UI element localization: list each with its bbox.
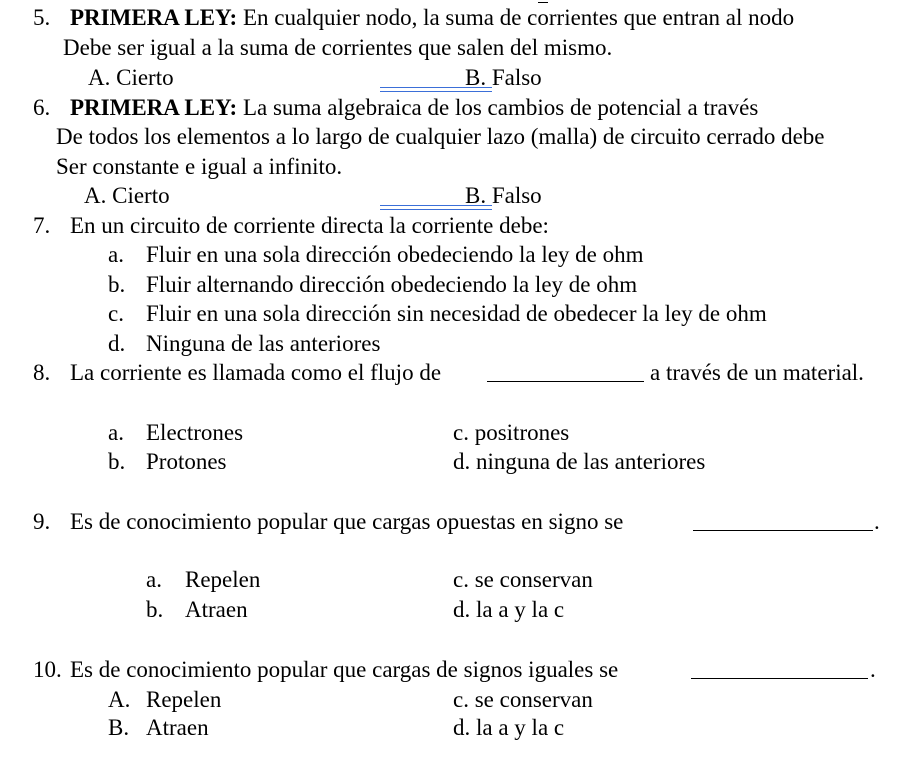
option-a[interactable]: Repelen: [146, 687, 222, 712]
question-number: 10.: [33, 657, 62, 682]
option-c[interactable]: Fluir en una sola dirección sin necesidad de obedecer la ley de ohm: [146, 301, 767, 326]
option-letter: a.: [108, 420, 124, 445]
option-b[interactable]: Atraen: [185, 597, 248, 622]
question-line: En cualquier nodo, la suma de corrientes que entran al nodo: [242, 5, 795, 30]
option-c[interactable]: c. se conservan: [453, 687, 593, 712]
option-letter: b.: [108, 449, 126, 474]
option-c[interactable]: c. se conservan: [453, 567, 593, 592]
question-text: [70, 95, 758, 121]
option-letter: b.: [146, 597, 164, 622]
question-line: De todos los elementos a lo largo de cualquier lazo (malla) de circuito cerrado debe: [56, 124, 825, 149]
question-number: 6.: [33, 95, 51, 120]
question-text-after: a través de un material.: [650, 360, 864, 385]
option-letter: B.: [108, 715, 130, 740]
question-text: Es de conocimiento popular que cargas de signos iguales se: [70, 657, 619, 682]
question-title: PRIMERA LEY:: [70, 5, 238, 30]
option-c[interactable]: c. positrones: [453, 420, 570, 445]
option-b[interactable]: Fluir alternando dirección obedeciendo la ley de ohm: [146, 272, 638, 297]
question-text-after: .: [874, 509, 880, 534]
question-line: La suma algebraica de los cambios de potencial a través: [242, 95, 759, 120]
option-b[interactable]: Protones: [146, 449, 227, 474]
option-b[interactable]: Atraen: [146, 715, 209, 740]
question-number: 9.: [33, 509, 51, 534]
option-letter: A.: [108, 687, 131, 712]
question-line: Ser constante e igual a infinito.: [56, 154, 343, 179]
option-letter: d.: [108, 331, 126, 356]
question-number: 8.: [33, 360, 51, 385]
option-a[interactable]: Repelen: [185, 567, 261, 592]
option-d[interactable]: d. la a y la c: [453, 597, 565, 622]
option-a[interactable]: Fluir en una sola dirección obedeciendo la ley de ohm: [146, 242, 644, 267]
question-title: PRIMERA LEY:: [70, 95, 238, 120]
answer-blank[interactable]: [693, 530, 873, 531]
question-line: Debe ser igual a la suma de corrientes que salen del mismo.: [63, 35, 613, 60]
top-fragment-mark: [538, 0, 548, 3]
question-number: 7.: [33, 213, 51, 238]
option-d[interactable]: d. la a y la c: [453, 715, 565, 740]
answer-blank[interactable]: [691, 678, 868, 679]
question-text-after: .: [870, 657, 876, 682]
option-d[interactable]: d. ninguna de las anteriores: [453, 449, 706, 474]
option-letter: a.: [146, 567, 162, 592]
question-text: [70, 5, 794, 31]
option-b[interactable]: B. Falso: [465, 65, 542, 90]
answer-blank[interactable]: [487, 381, 644, 382]
option-d[interactable]: Ninguna de las anteriores: [146, 331, 381, 356]
question-text: En un circuito de corriente directa la corriente debe:: [70, 213, 549, 238]
question-text: La corriente es llamada como el flujo de: [70, 360, 442, 385]
option-a[interactable]: A. Cierto: [88, 65, 174, 90]
option-letter: a.: [108, 242, 124, 267]
option-letter: c.: [108, 301, 124, 326]
option-a[interactable]: Electrones: [146, 420, 244, 445]
question-number: 5.: [33, 5, 51, 30]
option-a[interactable]: A. Cierto: [84, 183, 170, 208]
question-text: Es de conocimiento popular que cargas opuestas en signo se: [70, 509, 624, 534]
option-letter: b.: [108, 272, 126, 297]
option-b[interactable]: B. Falso: [465, 183, 542, 208]
